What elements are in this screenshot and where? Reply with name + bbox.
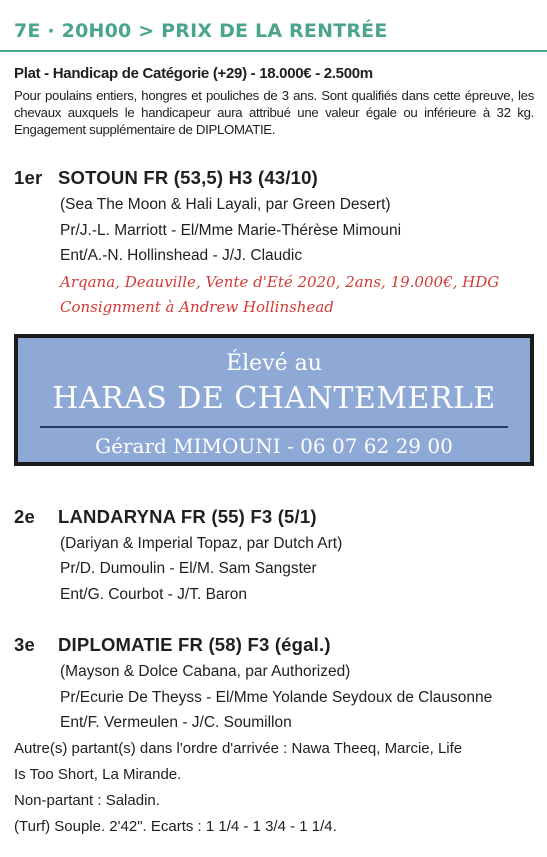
result-3-rank: 3e bbox=[14, 634, 35, 655]
result-3-pedigree: (Mayson & Dolce Cabana, par Authorized) bbox=[60, 663, 351, 680]
title-rule bbox=[0, 50, 547, 52]
other-runners-line-1: Autre(s) partant(s) dans l'ordre d'arrivée : Nawa Theeq, Marcie, Life bbox=[14, 740, 463, 757]
result-1-pedigree: (Sea The Moon & Hali Layali, par Green Desert) bbox=[60, 196, 391, 213]
result-1-horse: SOTOUN FR (53,5) H3 (43/10) bbox=[58, 167, 319, 188]
banner-line-2: HARAS DE CHANTEMERLE bbox=[52, 381, 496, 416]
result-1-rank: 1er bbox=[14, 167, 43, 188]
result-2-heading bbox=[14, 506, 317, 528]
conditions-text: Pour poulains entiers, hongres et pouliches de 3 ans. Sont qualifiés dans cette épreuve, les chevaux auxquels le handicapeur aura attribué une valeur égale ou inférieure à 32 kg. Engagement supplémentaire de DIPLOMATIE. bbox=[14, 88, 534, 137]
ground-and-margins: (Turf) Souple. 2'42". Ecarts : 1 1/4 - 1 3/4 - 1 1/4. bbox=[14, 818, 337, 835]
conditions-heading: Plat - Handicap de Catégorie (+29) - 18.000€ - 2.500m bbox=[14, 65, 373, 82]
result-3-trainer: Ent/F. Vermeulen - J/C. Soumillon bbox=[60, 714, 292, 731]
result-3-heading bbox=[14, 634, 331, 656]
result-2-pedigree: (Dariyan & Imperial Topaz, par Dutch Art) bbox=[60, 535, 343, 552]
race-title: 7E · 20H00 > PRIX DE LA RENTRÉE bbox=[14, 20, 388, 42]
result-1-trainer: Ent/A.-N. Hollinshead - J/J. Claudic bbox=[60, 247, 303, 264]
result-3-horse: DIPLOMATIE FR (58) F3 (égal.) bbox=[58, 634, 331, 655]
banner-line-1: Élevé au bbox=[226, 351, 322, 376]
result-1-heading bbox=[14, 167, 318, 189]
result-2-trainer: Ent/G. Courbot - J/T. Baron bbox=[60, 586, 247, 603]
other-runners-line-2: Is Too Short, La Mirande. bbox=[14, 766, 182, 783]
result-2-owner: Pr/D. Dumoulin - El/M. Sam Sangster bbox=[60, 560, 317, 577]
banner-rule bbox=[40, 426, 508, 428]
result-2-horse: LANDARYNA FR (55) F3 (5/1) bbox=[58, 506, 317, 527]
result-2-rank: 2e bbox=[14, 506, 35, 527]
result-1-owner: Pr/J.-L. Marriott - El/Mme Marie-Thérèse Mimouni bbox=[60, 222, 402, 239]
breeder-banner bbox=[14, 334, 534, 466]
non-runner: Non-partant : Saladin. bbox=[14, 792, 160, 809]
result-3-owner: Pr/Ecurie De Theyss - El/Mme Yolande Seydoux de Clausonne bbox=[60, 689, 493, 706]
banner-line-3: Gérard MIMOUNI - 06 07 62 29 00 bbox=[95, 434, 453, 458]
result-1-sale-1: Arqana, Deauville, Vente d'Eté 2020, 2ans, 19.000€, HDG bbox=[60, 273, 500, 291]
result-1-sale-2: Consignment à Andrew Hollinshead bbox=[60, 298, 334, 316]
